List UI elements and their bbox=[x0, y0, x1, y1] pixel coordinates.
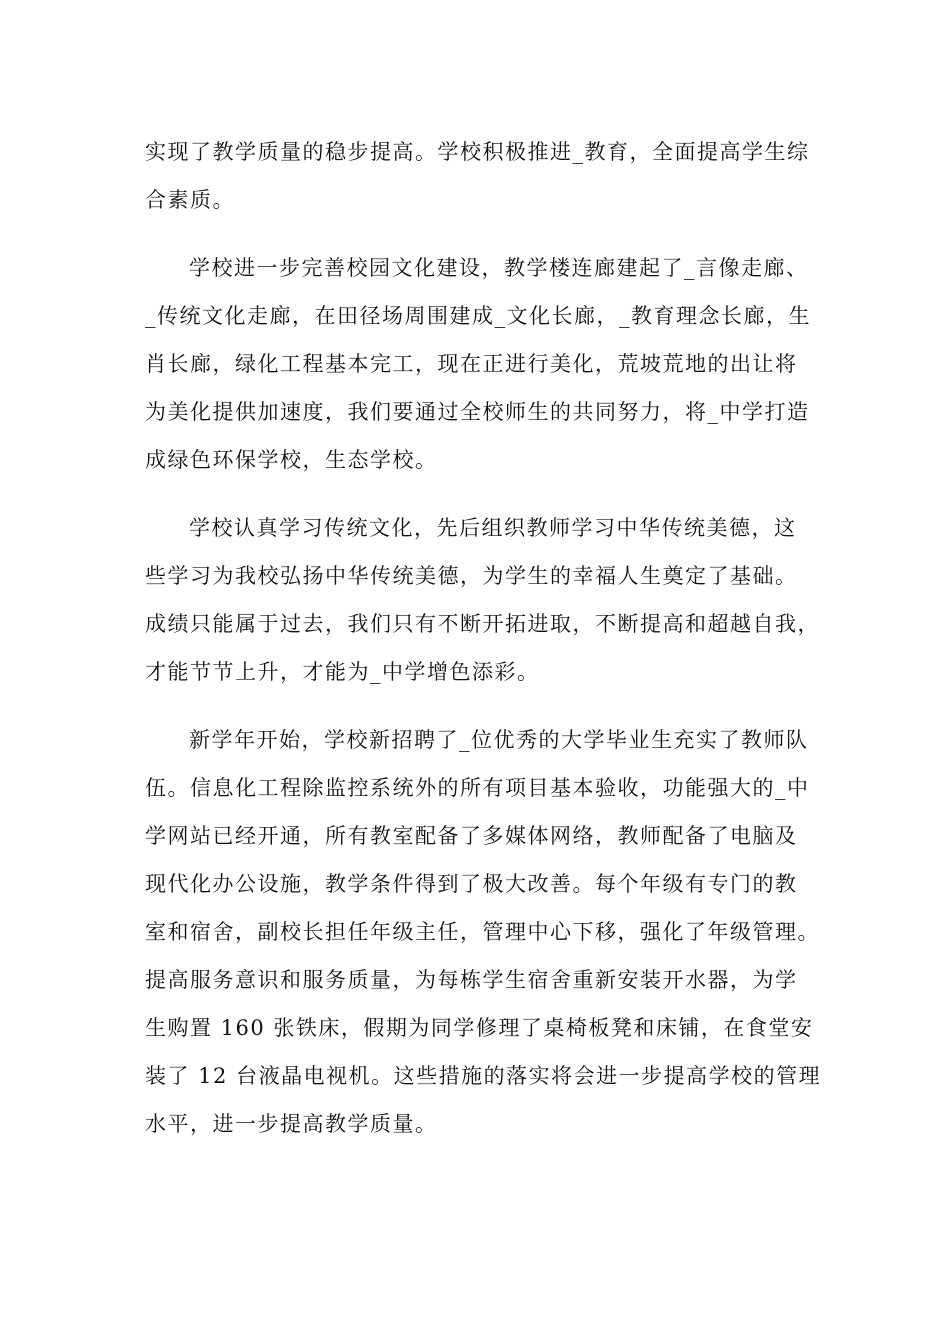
paragraph-line: 装了 12 台液晶电视机。这些措施的落实将会进一步提高学校的管理 bbox=[145, 1064, 822, 1088]
paragraph-line: 室和宿舍，副校长担任年级主任，管理中心下移，强化了年级管理。 bbox=[145, 920, 820, 944]
paragraph-line: 水平，进一步提高教学质量。 bbox=[145, 1112, 438, 1136]
paragraph-line: 现代化办公设施，教学条件得到了极大改善。每个年级有专门的教 bbox=[145, 872, 798, 896]
paragraph-2 bbox=[145, 244, 810, 484]
paragraph-line: 成绿色环保学校，生态学校。 bbox=[145, 448, 438, 472]
paragraph-line: 合素质。 bbox=[145, 188, 235, 212]
paragraph-1 bbox=[145, 128, 810, 224]
paragraph-line: 新学年开始，学校新招聘了_位优秀的大学毕业生充实了教师队 bbox=[189, 728, 809, 752]
paragraph-line: 实现了教学质量的稳步提高。学校积极推进_教育，全面提高学生综 bbox=[145, 140, 810, 164]
paragraph-4 bbox=[145, 716, 822, 1148]
paragraph-line: 学校认真学习传统文化，先后组织教师学习中华传统美德，这 bbox=[189, 516, 797, 540]
paragraph-line: 为美化提供加速度，我们要通过全校师生的共同努力，将_中学打造 bbox=[145, 400, 810, 424]
paragraph-line: 学网站已经开通，所有教室配备了多媒体网络，教师配备了电脑及 bbox=[145, 824, 798, 848]
paragraph-line: 些学习为我校弘扬中华传统美德，为学生的幸福人生奠定了基础。 bbox=[145, 564, 798, 588]
paragraph-line: 伍。信息化工程除监控系统外的所有项目基本验收，功能强大的_中 bbox=[145, 776, 810, 800]
paragraph-line: 肖长廊，绿化工程基本完工，现在正进行美化，荒坡荒地的出让将 bbox=[145, 352, 798, 376]
paragraph-line: 生购置 160 张铁床，假期为同学修理了桌椅板凳和床铺，在食堂安 bbox=[145, 1016, 814, 1040]
paragraph-3 bbox=[145, 504, 820, 696]
paragraph-line: 成绩只能属于过去，我们只有不断开拓进取，不断提高和超越自我， bbox=[145, 612, 820, 636]
document-body bbox=[145, 128, 822, 1168]
paragraph-line: 学校进一步完善校园文化建设，教学楼连廊建起了_言像走廊、 bbox=[189, 256, 809, 280]
paragraph-line: 提高服务意识和服务质量，为每栋学生宿舍重新安装开水器，为学 bbox=[145, 968, 798, 992]
paragraph-line: _传统文化走廊，在田径场周围建成_文化长廊，_教育理念长廊，生 bbox=[145, 304, 811, 328]
paragraph-line: 才能节节上升，才能为_中学增色添彩。 bbox=[145, 660, 540, 684]
